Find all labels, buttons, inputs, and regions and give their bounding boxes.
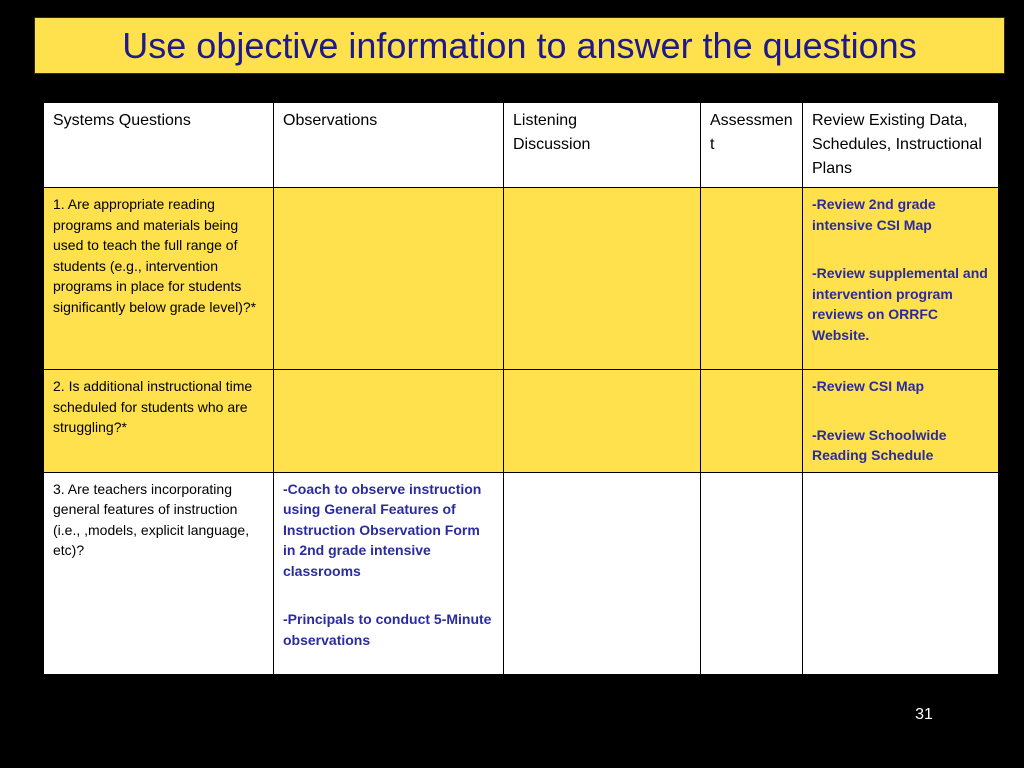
systems-questions-table (43, 102, 999, 675)
observation-note: -Principals to conduct 5-Minute observations (283, 611, 492, 648)
review-note: -Review 2nd grade intensive CSI Map (812, 196, 936, 233)
page-number: 31 (915, 706, 933, 723)
header-review-existing-data: Review Existing Data, Schedules, Instructional Plans (803, 103, 999, 188)
question-cell: 1. Are appropriate reading programs and materials being used to teach the full range of students (e.g., intervention programs in place for students significantly below grade level)?* (44, 188, 274, 370)
assessment-cell (701, 370, 803, 473)
listening-cell (504, 370, 701, 473)
review-note: -Review supplemental and intervention program reviews on ORRFC Website. (812, 265, 988, 343)
review-cell (803, 370, 999, 473)
table-header-row (44, 103, 999, 188)
review-cell (803, 472, 999, 674)
header-assessment-label: Assessment (710, 112, 793, 153)
question-cell: 3. Are teachers incorporating general features of instruction (i.e., ,models, explicit language, etc)? (44, 472, 274, 674)
listening-cell (504, 188, 701, 370)
observations-cell (274, 370, 504, 473)
header-listening-discussion (504, 103, 701, 188)
header-assessment (701, 103, 803, 188)
table-row (44, 370, 999, 473)
table-row (44, 472, 999, 674)
review-note: -Review CSI Map (812, 378, 925, 394)
header-observations: Observations (274, 103, 504, 188)
assessment-cell (701, 188, 803, 370)
observations-cell (274, 472, 504, 674)
header-systems-questions: Systems Questions (44, 103, 274, 188)
listening-cell (504, 472, 701, 674)
assessment-cell (701, 472, 803, 674)
observation-note: -Coach to observe instruction using General Features of Instruction Observation Form in 2nd grade intensive classrooms (283, 480, 482, 579)
header-listening-discussion-label: Listening Discussion (513, 112, 591, 153)
review-cell (803, 188, 999, 370)
review-note: -Review Schoolwide Reading Schedule (812, 426, 947, 463)
question-cell: 2. Is additional instructional time scheduled for students who are struggling?* (44, 370, 274, 473)
table-row (44, 188, 999, 370)
slide-title: Use objective information to answer the questions (122, 24, 917, 66)
observations-cell (274, 188, 504, 370)
title-banner (34, 17, 1005, 74)
